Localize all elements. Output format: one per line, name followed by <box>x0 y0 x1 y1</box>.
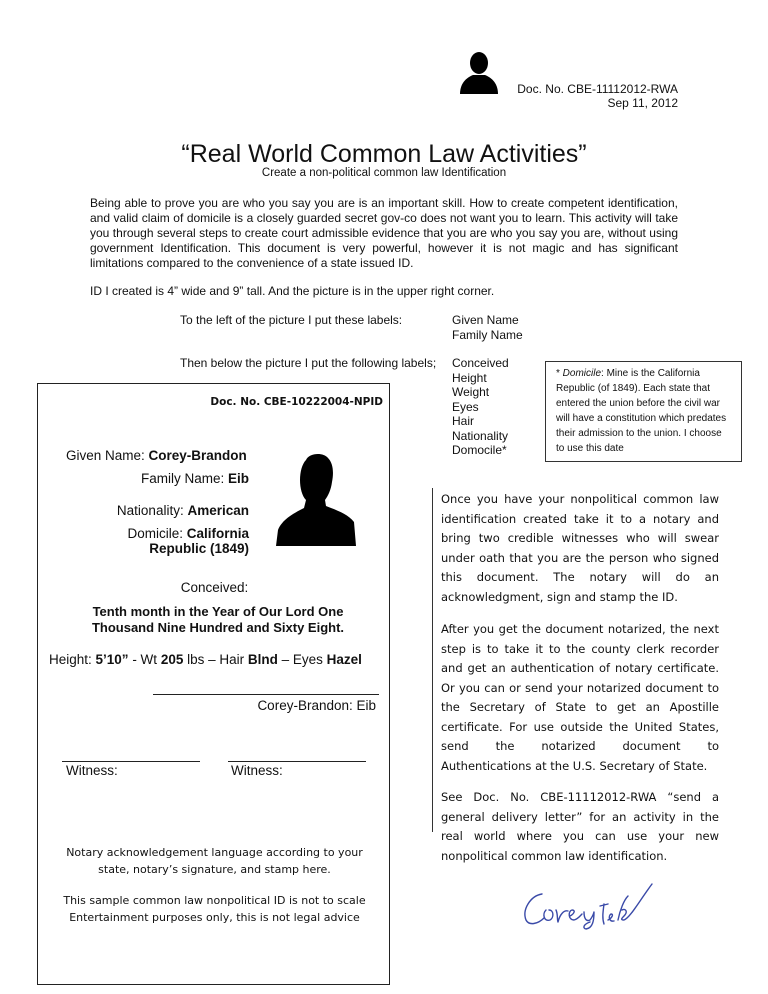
instructions-paragraph-1: Once you have your nonpolitical common law identification created take it to a notary and bring two credible witnesses who will swear under oath that you are the person who signed this document. The notary will do an acknowledgment, sign and stamp the ID. <box>441 492 719 604</box>
field-value: American <box>187 503 249 518</box>
list-item: Height <box>452 370 487 385</box>
list-item: Family Name <box>452 327 523 342</box>
column-divider <box>432 488 433 832</box>
header-doc-number: Doc. No. CBE-11112012-RWA <box>517 82 678 96</box>
card-conceived-value <box>38 604 398 636</box>
list-item: Conceived <box>452 356 509 370</box>
list-item: Domocile* <box>452 443 507 457</box>
field-value: California <box>186 526 249 541</box>
page-subtitle: Create a non-political common law Identification <box>261 167 507 179</box>
note-text: : Mine is the California Republic (of 1849). Each state that entered the union before the civil war will have a constitution which predates their admission to the union. I choose to use this date <box>556 368 727 454</box>
instructions-paragraph-2: After you get the document notarized, the next step is to take it to the county clerk recorder and get an authentication of notary certificate. Or you can or send your notarized document to the Secretary of State to get an Apostille certificate. For use outside the United States, send the notarized document to Authentications at the U.S. Secretary of State. <box>441 622 719 773</box>
card-conceived-label: Conceived: <box>180 580 249 595</box>
id-photo <box>276 450 356 546</box>
header-doc-info <box>517 82 678 110</box>
labels-left-intro: To the left of the picture I put these labels: <box>180 313 403 327</box>
field-label: Domicile: <box>127 526 187 541</box>
field-value: Hazel <box>326 652 362 667</box>
field-label: - Wt <box>128 652 161 667</box>
witness-label-1: Witness: <box>66 763 118 778</box>
list-item: Weight <box>452 385 490 399</box>
card-domicile <box>127 526 249 556</box>
list-item: Eyes <box>452 399 479 414</box>
card-given-name <box>66 448 247 463</box>
field-label: Height: <box>49 652 96 667</box>
field-value: 205 <box>160 652 184 667</box>
sample-id-card <box>37 383 390 985</box>
witness-line-1 <box>62 761 200 762</box>
list-item: Given Name <box>452 313 519 327</box>
notary-instructions <box>38 844 391 878</box>
list-item: Hair <box>452 414 475 428</box>
list-item: Nationality <box>452 428 509 443</box>
witness-label-2: Witness: <box>231 763 283 778</box>
domicile-note-box <box>545 361 742 462</box>
disclaimer-line: Entertainment purposes only, this is not legal advice <box>69 911 360 924</box>
labels-below-intro: Then below the picture I put the following labels; <box>180 356 437 370</box>
handwritten-signature <box>520 880 655 930</box>
conceived-line: Thousand Nine Hundred and Sixty Eight. <box>91 620 345 635</box>
person-silhouette-icon <box>458 50 500 94</box>
field-label: – Eyes <box>277 652 327 667</box>
id-size-paragraph: ID I created is 4” wide and 9” tall. And the picture is in the upper right corner. <box>90 284 495 298</box>
intro-paragraph: Being able to prove you are who you say you are is an important skill. How to create competent identification, and valid claim of domicile is a closely guarded secret gov-co does not want you to learn. This activity will take you through several steps to create court admissible evidence that you are who you say you are, without using government Identification. This document is very powerful, however it is not magic and has significant limitations compared to the convenience of a state issued ID. <box>90 196 678 270</box>
instructions-paragraph-3: See Doc. No. CBE-11112012-RWA “send a general delivery letter” for an activity in the real world where you can use your new nonpolitical common law identification. <box>441 790 719 863</box>
header-date: Sep 11, 2012 <box>607 96 678 110</box>
card-physical-description <box>49 652 362 667</box>
page-title: “Real World Common Law Activities” <box>181 140 587 168</box>
signature-line <box>153 694 379 695</box>
field-value: Eib <box>227 471 249 486</box>
witness-line-2 <box>228 761 366 762</box>
labels-left-list <box>452 313 523 342</box>
field-value: 5’10” <box>95 652 129 667</box>
note-term: Domicile <box>562 368 602 379</box>
field-label: Given Name: <box>66 448 149 463</box>
field-value: Republic (1849) <box>149 541 249 556</box>
card-nationality <box>117 503 249 518</box>
note-prefix: * <box>556 368 563 379</box>
disclaimer-line: This sample common law nonpolitical ID is not to scale <box>63 894 366 907</box>
field-label: lbs – Hair <box>183 652 248 667</box>
conceived-line: Tenth month in the Year of Our Lord One <box>92 604 344 619</box>
field-label: Nationality: <box>116 503 188 518</box>
field-value: Corey-Brandon <box>148 448 247 463</box>
card-doc-number: Doc. No. CBE-10222004-NPID <box>210 396 383 408</box>
field-value: Blnd <box>247 652 278 667</box>
notary-line: state, notary’s signature, and stamp here. <box>98 863 331 876</box>
field-label: Family Name: <box>140 471 228 486</box>
labels-below-list <box>452 356 509 458</box>
card-signature-name: Corey-Brandon: Eib <box>257 698 376 713</box>
card-disclaimer <box>38 892 391 926</box>
notary-line: Notary acknowledgement language according to your <box>66 846 363 859</box>
card-family-name <box>141 471 249 486</box>
